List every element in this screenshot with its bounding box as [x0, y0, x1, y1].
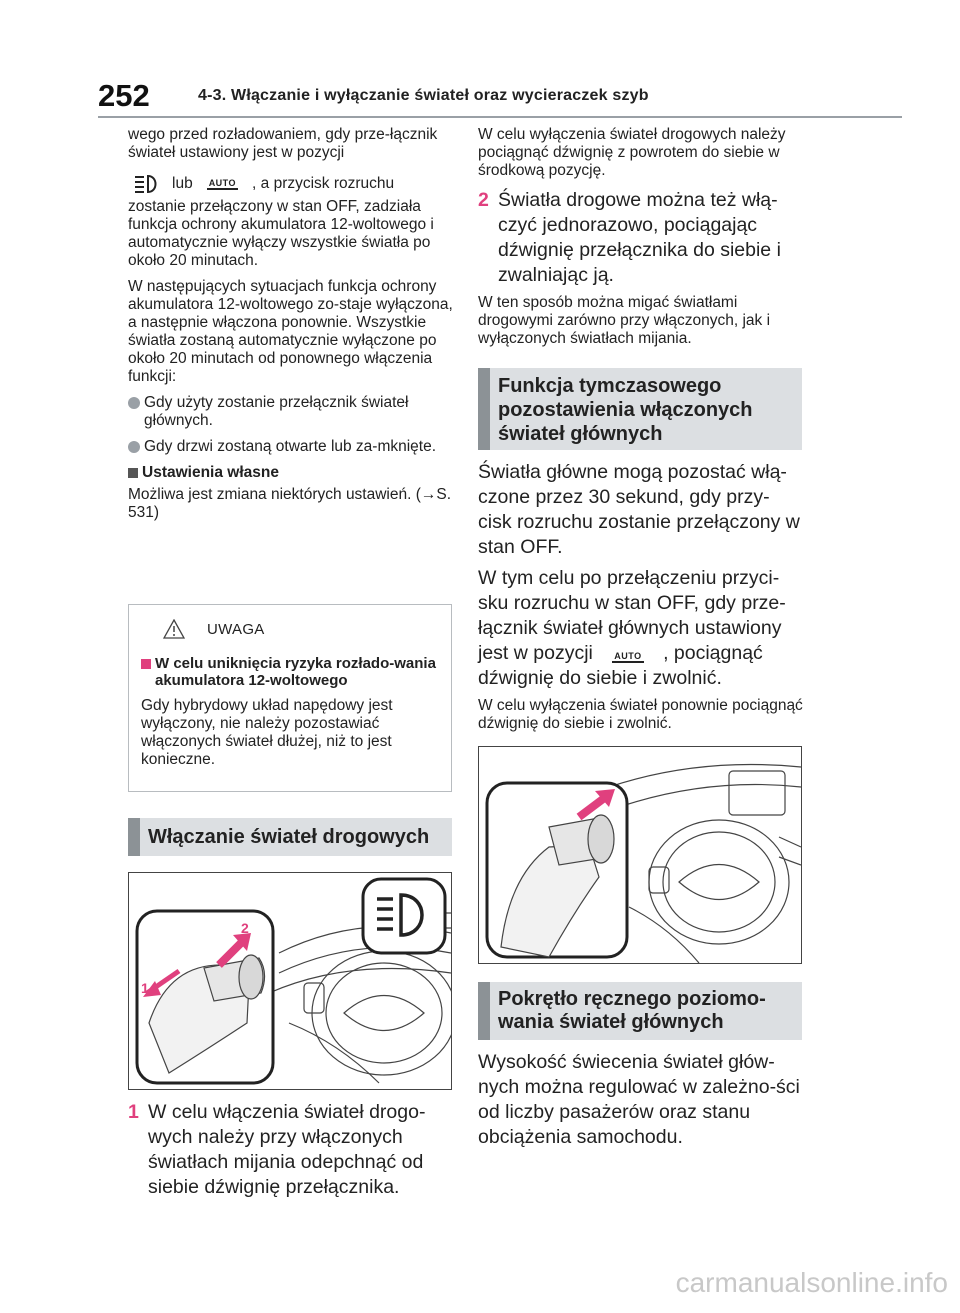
paragraph: W celu wyłączenia świateł ponownie pociągnąć dźwignię do siebie i zwolnić. [478, 697, 803, 732]
figure-label-2: 2 [241, 920, 249, 936]
subheading-text: Ustawienia własne [142, 464, 279, 481]
page-number: 252 [98, 78, 150, 113]
or-text: lub [172, 175, 193, 192]
step-2 [478, 188, 803, 288]
section-heading: Włączanie świateł drogowych [128, 818, 452, 856]
paragraph: wego przed rozładowaniem, gdy prze-łącznik świateł ustawiony jest w pozycji [128, 126, 438, 161]
step-text: Światła drogowe można też włą-czyć jednorazowo, pociągając dźwignię przełącznika do siebie i zwalniając ją. [498, 189, 781, 286]
paragraph: W następujących sytuacjach funkcja ochrony akumulatora 12-woltowego zo-staje wyłączona, a następnie włączona ponownie. Wszystkie światła zostaną automatycznie wyłączone po około 20 minutach od ponownego włączenia funkcji: [128, 278, 453, 385]
list-item [128, 438, 453, 456]
right-column [478, 126, 803, 356]
square-bullet-icon [128, 468, 138, 478]
paragraph: Światła główne mogą pozostać włą-czone przez 30 sekund, gdy przy-cisk rozruchu zostanie przełączony w stan OFF. [478, 461, 800, 558]
subheading [128, 464, 453, 482]
warning-subheading [141, 655, 439, 689]
left-column [128, 126, 453, 530]
illustration-high-beam [128, 872, 452, 1090]
step-text: W celu włączenia świateł drogo-wych należy przy włączonych światłach mijania odepchnąć od siebie dźwignię przełącznika. [148, 1101, 426, 1198]
step-number: 1 [128, 1101, 139, 1123]
bullet-text: Gdy drzwi zostaną otwarte lub za-mknięte. [144, 438, 437, 455]
high-beam-icon [132, 174, 160, 194]
warning-header [163, 613, 439, 645]
paragraph: W ten sposób można migać światłami drogowymi zarówno przy włączonych, jak i wyłączonych światłach mijania. [478, 294, 771, 347]
dashboard-illustration [479, 747, 802, 964]
paragraph: Możliwa jest zmiana niektórych ustawień. (→S. 531) [128, 486, 452, 521]
figure-label-1: 1 [141, 980, 149, 996]
step-number: 2 [478, 189, 489, 211]
bullet-text: Gdy użyty zostanie przełącznik świateł głównych. [144, 394, 409, 429]
step-1 [128, 1100, 452, 1200]
chapter-title: 4-3. Włączanie i wyłączanie świateł oraz wycieraczek szyb [198, 87, 649, 104]
warning-title: UWAGA [207, 620, 265, 638]
watermark: carmanualsonline.info [675, 1267, 948, 1298]
warning-subheading-text: W celu uniknięcia ryzyka rozłado-wania akumulatora 12-woltowego [155, 655, 436, 689]
section-heading: Pokrętło ręcznego poziomo-wania świateł głównych [478, 982, 802, 1040]
bullet-icon [128, 441, 140, 453]
paragraph: W celu wyłączenia świateł drogowych należy pociągnąć dźwignię z powrotem do siebie w środkową pozycję. [478, 126, 786, 179]
warning-box [128, 604, 452, 792]
square-bullet-icon [141, 659, 151, 669]
paragraph: zostanie przełączony w stan OFF, zadziała funkcja ochrony akumulatora 12-woltowego i automatycznie wyłączy wszystkie światła po około 20 minutach. [128, 198, 434, 269]
auto-icon: AUTO [208, 178, 237, 188]
section3-body [478, 1050, 803, 1156]
auto-icon: AUTO [614, 651, 642, 661]
section-heading: Funkcja tymczasowego pozostawienia włączonych świateł głównych [478, 368, 802, 450]
illustration-headlight-lever [478, 746, 802, 964]
warning-triangle-icon [163, 619, 185, 639]
warning-body: Gdy hybrydowy układ napędowy jest wyłączony, nie należy pozostawiać włączonych świateł dłużej, niż to jest konieczne. [141, 697, 393, 768]
section2-body [478, 460, 803, 741]
dashboard-illustration [129, 873, 452, 1090]
paragraph-text: , pociągnąć dźwignię do siebie i zwolnić. [478, 642, 763, 689]
paragraph: Wysokość świecenia świateł głów-nych można regulować w zależno-ści od liczby pasażerów oraz stanu obciążenia samochodu. [478, 1051, 800, 1148]
inline-symbols-row [128, 170, 453, 198]
list-item [128, 394, 453, 430]
bullet-icon [128, 397, 140, 409]
inline-text: , a przycisk rozruchu [252, 175, 395, 192]
page-header [98, 78, 902, 118]
paragraph-text: W tym celu po przełączeniu przyci-sku rozruchu w stan OFF, gdy prze-łącznik świateł głównych ustawiony jest w pozycji [478, 567, 786, 664]
paragraph [478, 566, 803, 691]
